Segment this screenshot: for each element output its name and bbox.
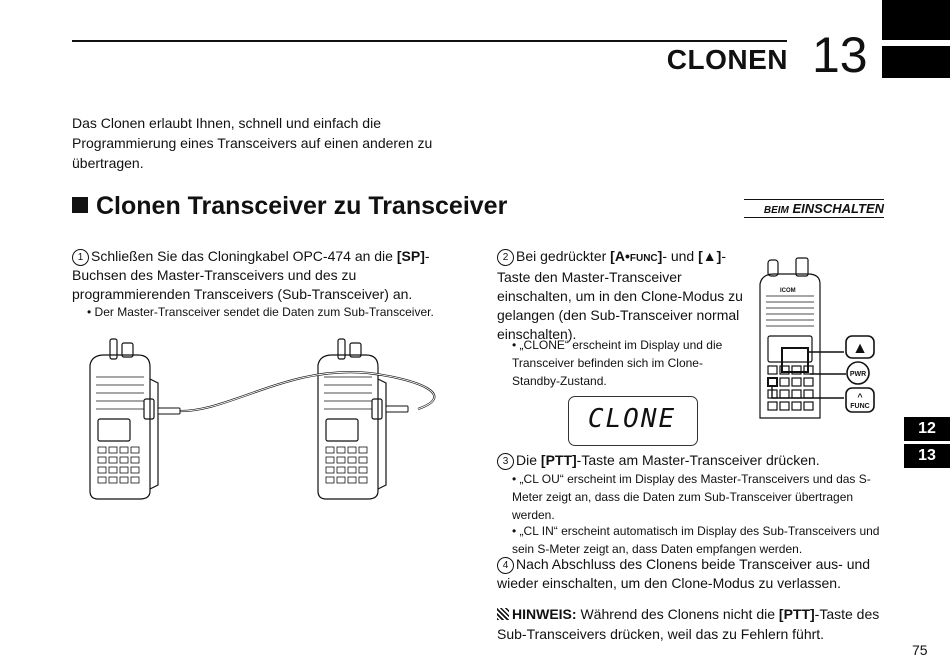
step-3-bullet-1: • „CL OU“ erscheint im Display des Master-Transceivers und das S-Meter zeigt an, dass die Daten zum Sub-Transceiver übertragen werden. [512, 472, 871, 522]
cloning-illustration [78, 335, 468, 510]
radio-front-illustration [752, 256, 882, 424]
step-1-bullet: • Der Master-Transceiver sendet die Daten zum Sub-Transceiver. [87, 305, 434, 319]
cloning-cable-illustration [158, 372, 434, 414]
func-arrow-label: ^ [857, 392, 863, 402]
step-number: 3 [497, 453, 514, 470]
step-4: 4 Nach Abschluss des Clonens beide Transceiver aus- und wieder einschalten, um den Clone-Modus zu verlassen. [497, 556, 871, 591]
chapter-tab-12[interactable]: 12 [904, 417, 950, 441]
func-key-label: FUNC [850, 403, 870, 410]
note: HINWEIS: Während des Clonens nicht die [PTT]-Taste des Sub-Transceivers drücken, weil das zu Fehlern führt. [497, 606, 880, 642]
square-bullet-icon [72, 197, 88, 213]
intro-text: Das Clonen erlaubt Ihnen, schnell und einfach die Programmierung eines Transceivers auf einen anderen zu übertragen. [72, 115, 433, 171]
chapter-tab-13[interactable]: 13 [904, 444, 950, 468]
step-3-bullet-2: • „CL IN“ erscheint automatisch im Display des Sub-Transceivers und sein S-Meter zeigt an, dass Daten empfangen werden. [512, 524, 880, 556]
lcd-text: CLONE [587, 404, 677, 434]
up-key-label: ▲ [852, 340, 868, 357]
page-number: 75 [912, 642, 928, 658]
step-1: 1 Schließen Sie das Cloningkabel OPC-474 an die [SP]-Buchsen des Master-Transceivers und des zu programmierenden Transceivers (Sub-Transceiver) an. [72, 248, 430, 302]
step-3: 3 Die [PTT]-Taste am Master-Transceiver drücken. [497, 451, 887, 470]
chapter-number: 13 [812, 27, 868, 83]
chapter-marker-block-top [882, 0, 950, 40]
pwr-key-label: PWR [849, 371, 867, 378]
radio-master-illustration [90, 339, 158, 499]
section-title: Clonen Transceiver zu Transceiver [72, 192, 507, 221]
radio-sub-illustration [318, 339, 386, 499]
step-number: 4 [497, 557, 514, 574]
step-number: 1 [72, 249, 89, 266]
step-number: 2 [497, 249, 514, 266]
chapter-marker-block-bottom [882, 46, 950, 78]
chapter-title: CLONEN [666, 44, 788, 75]
brand-label: ICOM [780, 288, 796, 294]
step-2: 2 Bei gedrückter [A•FUNC]- und [▲]-Taste den Master-Transceiver einschalten, um in den Clone-Modus zu gelangen (den Sub-Transceiver normal einschalten). [497, 248, 743, 342]
note-icon [497, 608, 509, 620]
header-rule [72, 40, 787, 42]
step-2-bullet: • „CLONE“ erscheint im Display und die Transceiver befinden sich im Clone-Standby-Zustand. [512, 338, 723, 388]
section-tag: BEIM EINSCHALTEN [744, 199, 884, 218]
